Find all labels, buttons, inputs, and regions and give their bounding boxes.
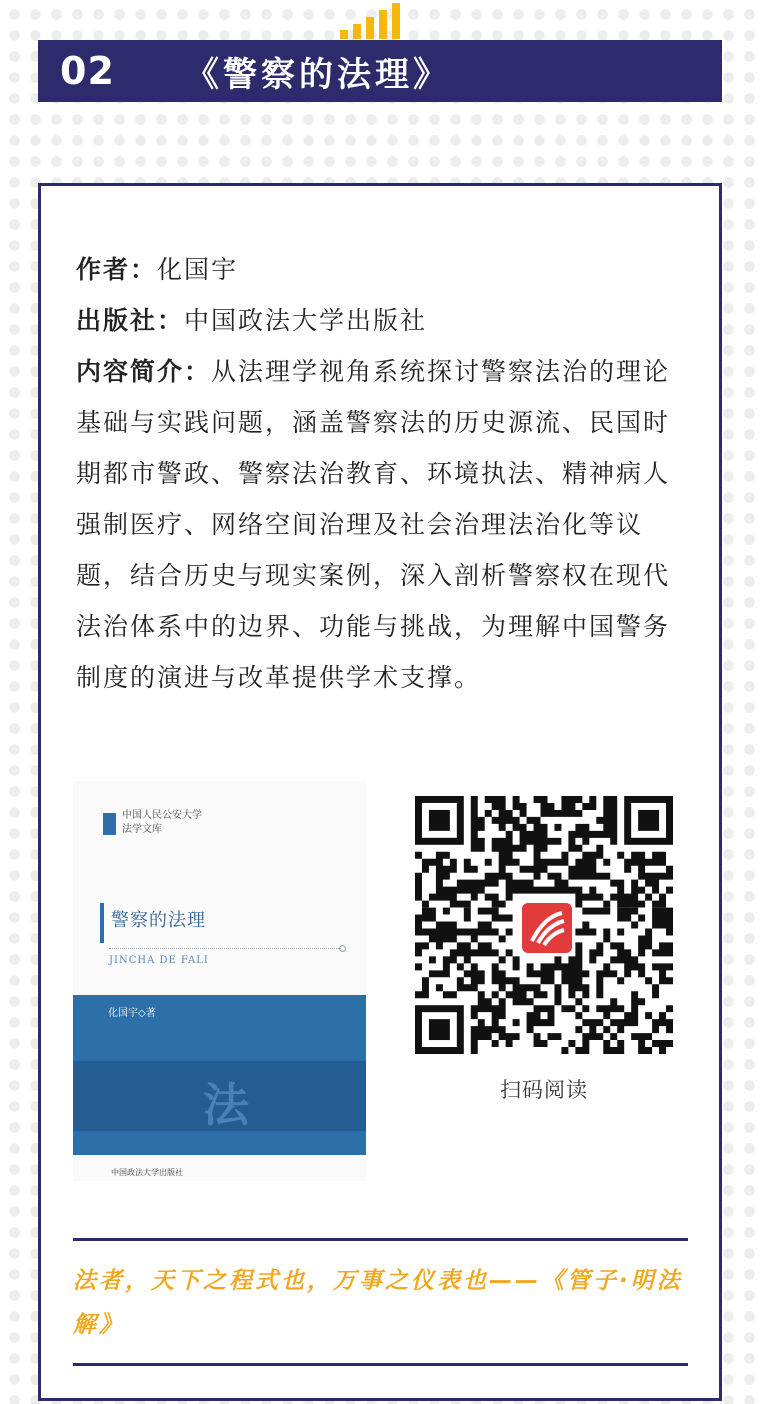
- series-logo-icon: [103, 813, 116, 835]
- cover-series: [122, 809, 202, 837]
- summary-text: 从法理学视角系统探讨警察法治的理论基础与实践问题，涵盖警察法的历史源流、民国时期都市警政、警察法治教育、环境执法、精神病人强制医疗、网络空间治理及社会治理法治化等议题，结合历史与现实案例，深入剖析警察权在现代法治体系中的边界、功能与挑战，为理解中国警务制度的演进与改革提供学术支撑。: [76, 357, 671, 692]
- section-number: 02: [60, 49, 115, 93]
- cover-pinyin: JINCHA DE FALI: [109, 955, 209, 966]
- book-cover-image: [73, 781, 366, 1181]
- cover-calligraphy: 法: [203, 1078, 249, 1132]
- author-value: 化国宇: [157, 255, 239, 284]
- book-info: [76, 244, 696, 703]
- qr-code[interactable]: [415, 796, 673, 1054]
- quote-top-rule: [73, 1238, 688, 1241]
- cover-author: 化国宇◇著: [108, 1008, 156, 1019]
- qr-finder-1-2: [638, 810, 659, 831]
- quote-bottom-rule: [73, 1363, 688, 1366]
- cover-publisher: 中国政法大学出版社: [111, 1168, 183, 1177]
- book-card: [38, 183, 722, 1401]
- book-title-heading: 《警察的法理》: [185, 54, 451, 95]
- cover-title: 警察的法理: [111, 910, 206, 931]
- cover-series-line2: 法学文库: [122, 824, 162, 835]
- summary-paragraph: [76, 346, 696, 703]
- publisher-value: 中国政法大学出版社: [184, 306, 428, 335]
- cover-dot-end: [339, 945, 346, 952]
- summary-label: 内容简介：: [76, 357, 212, 386]
- cover-dotted-line: [109, 948, 341, 949]
- qr-finder-0-2: [429, 810, 450, 831]
- quote-text: 法者，天下之程式也，万事之仪表也——《管子·明法解》: [73, 1268, 683, 1338]
- publisher-line: [76, 295, 696, 346]
- author-label: 作者：: [76, 255, 158, 284]
- author-line: [76, 244, 696, 295]
- header-bars-decoration: [340, 3, 400, 39]
- cover-title-bar: [100, 903, 104, 943]
- reading-app-icon: [519, 900, 575, 956]
- section-header: [38, 40, 722, 102]
- qr-caption: 扫码阅读: [500, 1078, 588, 1102]
- qr-finder-2-2: [429, 1019, 450, 1040]
- cover-series-line1: 中国人民公安大学: [122, 810, 202, 821]
- publisher-label: 出版社：: [76, 306, 185, 335]
